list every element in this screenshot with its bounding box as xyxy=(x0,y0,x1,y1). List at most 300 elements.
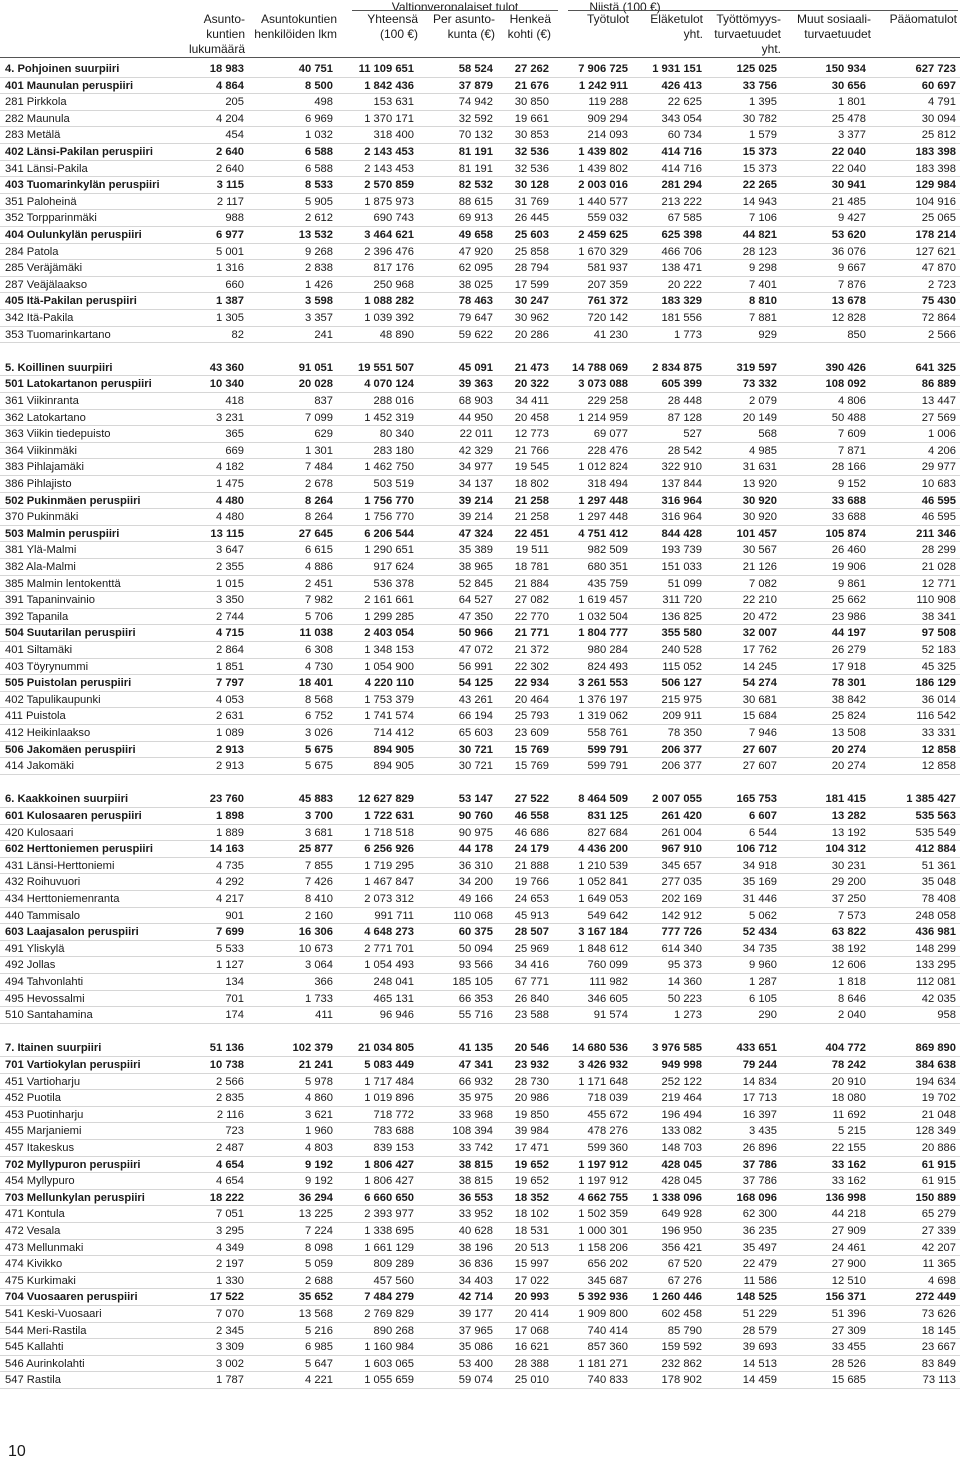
cell-paaomatulot: 133 295 xyxy=(915,959,956,972)
cell-tyotulot: 1 439 802 xyxy=(578,162,628,175)
cell-henkea-kohti: 21 884 xyxy=(514,577,549,590)
cell-yhteensa: 6 256 926 xyxy=(364,843,414,856)
area-name-cell: 472 Vesala xyxy=(5,1225,61,1237)
cell-tyotulot: 1 000 301 xyxy=(578,1225,628,1237)
cell-tyotulot: 1 649 053 xyxy=(578,893,628,905)
table-row xyxy=(0,1372,960,1389)
cell-tyottomyysturvaetuudet: 13 920 xyxy=(742,478,777,490)
cell-yhteensa: 457 560 xyxy=(373,1274,414,1287)
cell-yhteensa: 465 131 xyxy=(373,992,414,1005)
cell-tyottomyysturvaetuudet: 15 684 xyxy=(742,710,777,723)
cell-tyotulot: 4 751 412 xyxy=(578,527,628,540)
cell-paaomatulot: 211 346 xyxy=(916,527,956,540)
cell-asuntokuntien-lukumaara: 4 182 xyxy=(216,461,244,474)
cell-henkiloiden-lkm: 5 978 xyxy=(305,1075,333,1088)
cell-asuntokuntien-lukumaara: 7 051 xyxy=(216,1208,244,1221)
cell-yhteensa: 283 180 xyxy=(373,444,414,457)
cell-tyotulot: 1 297 448 xyxy=(578,494,628,507)
area-name-cell: 432 Roihuvuori xyxy=(5,876,81,889)
table-row xyxy=(0,642,960,659)
cell-yhteensa: 991 711 xyxy=(374,909,414,922)
cell-paaomatulot: 21 048 xyxy=(921,1108,956,1121)
cell-per-asuntokunta: 185 105 xyxy=(452,976,493,988)
cell-yhteensa: 4 648 273 xyxy=(364,926,414,939)
area-name-cell: 5. Koillinen suurpiiri xyxy=(5,361,113,374)
cell-yhteensa: 1 452 319 xyxy=(364,411,414,424)
cell-elaketulot: 20 222 xyxy=(667,278,702,291)
cell-tyottomyysturvaetuudet: 30 782 xyxy=(742,112,777,125)
cell-henkea-kohti: 17 599 xyxy=(514,278,549,291)
cell-henkea-kohti: 30 247 xyxy=(514,295,549,308)
area-name-cell: 451 Vartioharju xyxy=(5,1075,81,1088)
cell-per-asuntokunta: 50 094 xyxy=(458,942,493,955)
cell-asuntokuntien-lukumaara: 4 654 xyxy=(216,1175,244,1188)
cell-asuntokuntien-lukumaara: 134 xyxy=(225,976,244,988)
table-row xyxy=(0,1240,960,1257)
cell-muut-sosiaaliturvaetuudet: 20 274 xyxy=(831,760,866,773)
table-row xyxy=(0,443,960,460)
cell-henkiloiden-lkm: 6 588 xyxy=(305,162,333,175)
cell-asuntokuntien-lukumaara: 2 345 xyxy=(216,1324,244,1337)
cell-tyotulot: 909 294 xyxy=(587,112,628,125)
header-group-niista: Niistä (100 €) xyxy=(589,0,661,14)
cell-elaketulot: 148 703 xyxy=(661,1142,702,1154)
cell-henkea-kohti: 17 471 xyxy=(514,1142,549,1154)
cell-henkea-kohti: 18 352 xyxy=(514,1191,549,1204)
cell-per-asuntokunta: 35 389 xyxy=(458,544,493,557)
cell-tyotulot: 1 848 612 xyxy=(578,942,628,955)
cell-paaomatulot: 61 915 xyxy=(921,1158,956,1171)
cell-asuntokuntien-lukumaara: 5 001 xyxy=(216,245,244,258)
cell-henkiloiden-lkm: 1 426 xyxy=(305,278,333,291)
cell-tyotulot: 827 684 xyxy=(587,826,628,839)
cell-tyotulot: 455 672 xyxy=(587,1108,628,1121)
cell-paaomatulot: 73 626 xyxy=(921,1308,956,1320)
table-row xyxy=(0,310,960,327)
cell-tyottomyysturvaetuudet: 62 300 xyxy=(742,1208,777,1221)
cell-paaomatulot: 36 014 xyxy=(921,693,956,706)
cell-henkea-kohti: 19 850 xyxy=(514,1108,549,1121)
table-row xyxy=(0,526,960,543)
cell-tyottomyysturvaetuudet: 33 756 xyxy=(742,79,777,92)
cell-yhteensa: 12 627 829 xyxy=(358,793,414,806)
cell-tyotulot: 111 982 xyxy=(589,976,628,988)
cell-paaomatulot: 52 183 xyxy=(921,644,956,656)
area-name-cell: 411 Puistola xyxy=(5,710,66,723)
cell-muut-sosiaaliturvaetuudet: 15 685 xyxy=(831,1374,866,1387)
area-name-cell: 546 Aurinkolahti xyxy=(5,1357,85,1370)
cell-yhteensa: 1 842 436 xyxy=(364,79,414,92)
cell-paaomatulot: 11 365 xyxy=(922,1258,956,1271)
cell-muut-sosiaaliturvaetuudet: 9 861 xyxy=(838,577,866,590)
cell-tyottomyysturvaetuudet: 11 586 xyxy=(743,1274,777,1287)
cell-per-asuntokunta: 56 991 xyxy=(458,660,493,673)
cell-per-asuntokunta: 32 592 xyxy=(458,112,493,125)
cell-per-asuntokunta: 108 394 xyxy=(452,1125,493,1138)
cell-henkea-kohti: 19 652 xyxy=(514,1158,549,1171)
cell-henkea-kohti: 23 609 xyxy=(514,727,549,739)
cell-asuntokuntien-lukumaara: 2 913 xyxy=(216,760,244,773)
cell-per-asuntokunta: 39 214 xyxy=(458,494,493,507)
area-name-cell: 402 Länsi-Pakilan peruspiiri xyxy=(5,146,153,158)
area-name-cell: 341 Länsi-Pakila xyxy=(5,162,88,175)
cell-per-asuntokunta: 30 721 xyxy=(458,760,493,773)
cell-muut-sosiaaliturvaetuudet: 7 609 xyxy=(838,428,866,441)
cell-yhteensa: 1 719 295 xyxy=(364,859,414,872)
cell-elaketulot: 209 911 xyxy=(662,710,702,723)
cell-asuntokuntien-lukumaara: 418 xyxy=(225,395,244,407)
cell-elaketulot: 949 998 xyxy=(661,1059,702,1071)
cell-henkea-kohti: 21 766 xyxy=(514,444,549,457)
cell-henkiloiden-lkm: 8 410 xyxy=(305,893,333,905)
area-name-cell: 362 Latokartano xyxy=(5,411,86,424)
cell-tyottomyysturvaetuudet: 106 712 xyxy=(736,843,777,856)
cell-paaomatulot: 47 870 xyxy=(921,262,956,275)
header-per-asuntokunta: Per asunto- kunta (€) xyxy=(432,12,495,41)
cell-tyottomyysturvaetuudet: 125 025 xyxy=(736,63,777,75)
cell-elaketulot: 311 720 xyxy=(662,594,702,607)
cell-henkea-kohti: 18 102 xyxy=(514,1208,549,1221)
table-spacer-row xyxy=(0,775,960,792)
table-row xyxy=(0,675,960,692)
cell-asuntokuntien-lukumaara: 3 295 xyxy=(216,1225,244,1237)
cell-tyottomyysturvaetuudet: 4 985 xyxy=(749,444,777,457)
cell-asuntokuntien-lukumaara: 43 360 xyxy=(209,361,244,374)
area-name-cell: 473 Mellunmaki xyxy=(5,1241,84,1254)
cell-tyottomyysturvaetuudet: 15 373 xyxy=(742,146,777,158)
table-row xyxy=(0,758,960,775)
area-name-cell: 405 Itä-Pakilan peruspiiri xyxy=(5,295,137,308)
cell-asuntokuntien-lukumaara: 18 983 xyxy=(209,63,244,75)
cell-tyottomyysturvaetuudet: 52 434 xyxy=(742,926,777,939)
cell-per-asuntokunta: 47 072 xyxy=(458,644,493,656)
cell-tyottomyysturvaetuudet: 14 513 xyxy=(742,1357,777,1370)
cell-henkiloiden-lkm: 6 985 xyxy=(305,1341,333,1354)
cell-elaketulot: 67 520 xyxy=(667,1258,702,1271)
table-row xyxy=(0,476,960,493)
cell-tyottomyysturvaetuudet: 32 007 xyxy=(742,627,777,640)
cell-asuntokuntien-lukumaara: 4 053 xyxy=(216,693,244,706)
table-row xyxy=(0,177,960,194)
cell-asuntokuntien-lukumaara: 3 647 xyxy=(216,544,244,557)
cell-tyotulot: 1 012 824 xyxy=(578,461,628,474)
cell-elaketulot: 95 373 xyxy=(667,959,702,972)
cell-yhteensa: 6 206 544 xyxy=(364,527,414,540)
cell-paaomatulot: 127 621 xyxy=(915,245,956,258)
table-row xyxy=(0,1339,960,1356)
cell-henkiloiden-lkm: 3 681 xyxy=(305,826,333,839)
cell-elaketulot: 614 340 xyxy=(661,942,702,955)
cell-yhteensa: 11 109 651 xyxy=(358,63,414,75)
cell-muut-sosiaaliturvaetuudet: 26 279 xyxy=(831,644,866,656)
cell-henkiloiden-lkm: 9 192 xyxy=(305,1175,333,1188)
table-row xyxy=(0,891,960,908)
cell-yhteensa: 1 299 285 xyxy=(364,610,414,623)
cell-yhteensa: 2 771 701 xyxy=(364,942,414,955)
cell-per-asuntokunta: 43 261 xyxy=(458,693,493,706)
cell-muut-sosiaaliturvaetuudet: 13 282 xyxy=(831,810,866,822)
area-name-cell: 601 Kulosaaren peruspiiri xyxy=(5,810,142,822)
cell-henkea-kohti: 27 522 xyxy=(514,793,549,806)
cell-elaketulot: 28 542 xyxy=(667,444,702,457)
cell-asuntokuntien-lukumaara: 1 387 xyxy=(216,295,244,308)
cell-per-asuntokunta: 58 524 xyxy=(458,63,493,75)
cell-asuntokuntien-lukumaara: 1 305 xyxy=(216,312,244,324)
cell-henkiloiden-lkm: 3 064 xyxy=(305,959,333,972)
cell-henkiloiden-lkm: 5 059 xyxy=(305,1258,333,1271)
cell-henkea-kohti: 67 771 xyxy=(514,976,549,988)
cell-yhteensa: 318 400 xyxy=(373,129,414,142)
cell-henkea-kohti: 20 546 xyxy=(514,1042,549,1055)
cell-asuntokuntien-lukumaara: 1 330 xyxy=(216,1274,244,1287)
cell-henkea-kohti: 20 464 xyxy=(514,693,549,706)
cell-tyotulot: 1 670 329 xyxy=(578,245,628,258)
cell-per-asuntokunta: 64 527 xyxy=(458,594,493,607)
cell-per-asuntokunta: 36 553 xyxy=(458,1191,493,1204)
cell-per-asuntokunta: 37 965 xyxy=(458,1324,493,1337)
cell-henkea-kohti: 28 730 xyxy=(514,1075,549,1088)
cell-tyottomyysturvaetuudet: 101 457 xyxy=(736,527,777,540)
cell-yhteensa: 19 551 507 xyxy=(358,361,414,374)
cell-muut-sosiaaliturvaetuudet: 29 200 xyxy=(831,876,866,889)
cell-muut-sosiaaliturvaetuudet: 20 910 xyxy=(831,1075,866,1088)
cell-asuntokuntien-lukumaara: 3 115 xyxy=(216,179,244,192)
cell-elaketulot: 3 976 585 xyxy=(652,1042,702,1055)
cell-asuntokuntien-lukumaara: 13 115 xyxy=(210,527,244,540)
cell-elaketulot: 625 398 xyxy=(661,229,702,241)
cell-tyotulot: 599 360 xyxy=(587,1142,628,1154)
cell-elaketulot: 605 399 xyxy=(661,378,702,391)
cell-elaketulot: 87 128 xyxy=(667,411,702,424)
cell-asuntokuntien-lukumaara: 2 913 xyxy=(216,743,244,756)
table-row xyxy=(0,426,960,443)
cell-paaomatulot: 33 331 xyxy=(921,727,956,739)
cell-asuntokuntien-lukumaara: 3 309 xyxy=(216,1341,244,1354)
cell-elaketulot: 240 528 xyxy=(661,644,702,656)
cell-tyottomyysturvaetuudet: 7 106 xyxy=(749,212,777,225)
cell-henkiloiden-lkm: 5 706 xyxy=(305,610,333,623)
cell-tyotulot: 1 440 577 xyxy=(578,195,628,208)
cell-tyotulot: 346 605 xyxy=(587,992,628,1005)
cell-elaketulot: 345 657 xyxy=(661,859,702,872)
table-row xyxy=(0,592,960,609)
header-group-rule-niista xyxy=(568,10,958,11)
table-row xyxy=(0,94,960,111)
cell-per-asuntokunta: 53 147 xyxy=(458,793,493,806)
table-row xyxy=(0,127,960,144)
cell-paaomatulot: 148 299 xyxy=(915,942,956,955)
cell-per-asuntokunta: 59 074 xyxy=(458,1374,493,1387)
cell-tyottomyysturvaetuudet: 37 786 xyxy=(742,1158,777,1171)
cell-tyottomyysturvaetuudet: 319 597 xyxy=(736,361,777,374)
cell-henkiloiden-lkm: 7 982 xyxy=(305,594,333,607)
table-row xyxy=(0,1107,960,1124)
cell-henkiloiden-lkm: 13 532 xyxy=(298,229,333,241)
cell-per-asuntokunta: 35 975 xyxy=(458,1092,493,1105)
cell-tyotulot: 3 167 184 xyxy=(578,926,628,939)
cell-henkea-kohti: 19 652 xyxy=(514,1175,549,1188)
cell-henkea-kohti: 20 322 xyxy=(514,378,549,391)
cell-paaomatulot: 42 035 xyxy=(921,992,956,1005)
table-header xyxy=(0,0,960,60)
cell-tyotulot: 1 804 777 xyxy=(578,627,628,640)
area-name-cell: 541 Keski-Vuosaari xyxy=(5,1308,102,1320)
cell-henkiloiden-lkm: 3 621 xyxy=(305,1108,333,1121)
table-row xyxy=(0,78,960,95)
cell-muut-sosiaaliturvaetuudet: 7 573 xyxy=(838,909,866,922)
cell-muut-sosiaaliturvaetuudet: 25 824 xyxy=(831,710,866,723)
cell-muut-sosiaaliturvaetuudet: 50 488 xyxy=(831,411,866,424)
cell-tyottomyysturvaetuudet: 6 607 xyxy=(749,810,777,822)
table-row xyxy=(0,360,960,377)
cell-yhteensa: 5 083 449 xyxy=(364,1059,414,1071)
area-name-cell: 381 Ylä-Malmi xyxy=(5,544,77,557)
cell-yhteensa: 718 772 xyxy=(373,1108,414,1121)
cell-henkea-kohti: 15 769 xyxy=(514,760,549,773)
cell-paaomatulot: 436 981 xyxy=(915,926,956,939)
cell-muut-sosiaaliturvaetuudet: 108 092 xyxy=(825,378,866,391)
area-name-cell: 7. Itainen suurpiiri xyxy=(5,1042,102,1055)
header-yhteensa: Yhteensä (100 €) xyxy=(367,12,418,41)
cell-yhteensa: 2 161 661 xyxy=(364,594,414,607)
cell-paaomatulot: 83 849 xyxy=(921,1357,956,1370)
cell-per-asuntokunta: 34 137 xyxy=(458,478,493,490)
cell-yhteensa: 1 054 900 xyxy=(364,660,414,673)
cell-paaomatulot: 2 723 xyxy=(928,278,956,291)
cell-henkiloiden-lkm: 1 032 xyxy=(305,129,333,142)
cell-paaomatulot: 129 984 xyxy=(915,179,956,192)
area-name-cell: 386 Pihlajisto xyxy=(5,478,72,490)
cell-tyotulot: 119 288 xyxy=(588,96,628,109)
table-row xyxy=(0,908,960,925)
area-name-cell: 603 Laajasalon peruspiiri xyxy=(5,926,139,939)
cell-paaomatulot: 183 398 xyxy=(915,162,956,175)
header-muut-sosiaaliturvaetuudet: Muut sosiaali- turvaetuudet xyxy=(796,12,871,41)
cell-tyotulot: 1 319 062 xyxy=(578,710,628,723)
cell-tyotulot: 3 426 932 xyxy=(578,1059,628,1071)
cell-asuntokuntien-lukumaara: 2 355 xyxy=(216,561,244,573)
cell-paaomatulot: 10 683 xyxy=(921,478,956,490)
cell-henkiloiden-lkm: 40 751 xyxy=(298,63,333,75)
cell-elaketulot: 316 964 xyxy=(661,511,702,524)
area-name-cell: 364 Viikinmäki xyxy=(5,444,77,457)
cell-henkea-kohti: 20 986 xyxy=(514,1092,549,1105)
cell-henkea-kohti: 25 858 xyxy=(514,245,549,258)
cell-elaketulot: 232 862 xyxy=(661,1357,702,1370)
cell-tyotulot: 14 788 069 xyxy=(572,361,628,374)
area-name-cell: 440 Tammisalo xyxy=(5,909,81,922)
cell-elaketulot: 967 910 xyxy=(661,843,702,856)
cell-tyotulot: 3 261 553 xyxy=(578,677,628,690)
cell-tyottomyysturvaetuudet: 37 786 xyxy=(742,1175,777,1188)
cell-yhteensa: 1 753 379 xyxy=(364,693,414,706)
cell-tyottomyysturvaetuudet: 17 762 xyxy=(742,644,777,656)
cell-per-asuntokunta: 41 135 xyxy=(458,1042,493,1055)
area-name-cell: 383 Pihlajamäki xyxy=(5,461,84,474)
cell-henkiloiden-lkm: 6 752 xyxy=(305,710,333,723)
table-row xyxy=(0,808,960,825)
cell-muut-sosiaaliturvaetuudet: 150 934 xyxy=(825,63,866,75)
area-name-cell: 412 Heikinlaakso xyxy=(5,727,91,739)
table-spacer-row xyxy=(0,343,960,360)
cell-yhteensa: 2 570 859 xyxy=(364,179,414,192)
cell-henkea-kohti: 21 258 xyxy=(514,511,549,524)
cell-tyottomyysturvaetuudet: 929 xyxy=(758,328,777,341)
cell-paaomatulot: 2 566 xyxy=(928,328,956,341)
table-row xyxy=(0,1206,960,1223)
cell-per-asuntokunta: 55 716 xyxy=(458,1009,493,1022)
cell-tyottomyysturvaetuudet: 568 xyxy=(758,428,777,441)
cell-tyottomyysturvaetuudet: 51 229 xyxy=(742,1308,777,1320)
cell-yhteensa: 817 176 xyxy=(373,262,414,275)
cell-paaomatulot: 42 207 xyxy=(921,1241,956,1254)
cell-henkiloiden-lkm: 13 225 xyxy=(298,1208,333,1221)
area-name-cell: 401 Maunulan peruspiiri xyxy=(5,79,134,92)
cell-paaomatulot: 51 361 xyxy=(921,859,956,872)
area-name-cell: 282 Maunula xyxy=(5,112,70,125)
area-name-cell: 281 Pirkkola xyxy=(5,96,67,109)
cell-elaketulot: 206 377 xyxy=(661,743,702,756)
cell-per-asuntokunta: 45 091 xyxy=(458,361,493,374)
cell-muut-sosiaaliturvaetuudet: 25 478 xyxy=(831,112,866,125)
cell-yhteensa: 288 016 xyxy=(373,395,414,407)
cell-tyotulot: 214 093 xyxy=(587,129,628,142)
cell-tyottomyysturvaetuudet: 14 834 xyxy=(742,1075,777,1088)
cell-paaomatulot: 73 113 xyxy=(922,1374,956,1387)
cell-tyotulot: 760 099 xyxy=(587,959,628,972)
cell-tyottomyysturvaetuudet: 9 298 xyxy=(749,262,777,275)
cell-muut-sosiaaliturvaetuudet: 27 309 xyxy=(831,1324,866,1337)
cell-henkea-kohti: 30 850 xyxy=(514,96,549,109)
cell-yhteensa: 248 041 xyxy=(373,976,414,988)
cell-per-asuntokunta: 88 615 xyxy=(458,195,493,208)
cell-tyotulot: 435 759 xyxy=(587,577,628,590)
cell-muut-sosiaaliturvaetuudet: 28 166 xyxy=(831,461,866,474)
table-row xyxy=(0,825,960,842)
cell-paaomatulot: 128 349 xyxy=(915,1125,956,1138)
cell-asuntokuntien-lukumaara: 205 xyxy=(225,96,244,109)
area-name-cell: 363 Viikin tiedepuisto xyxy=(5,428,111,441)
cell-muut-sosiaaliturvaetuudet: 51 396 xyxy=(831,1308,866,1320)
cell-henkea-kohti: 17 022 xyxy=(514,1274,549,1287)
cell-elaketulot: 215 975 xyxy=(661,693,702,706)
cell-yhteensa: 1 055 659 xyxy=(364,1374,414,1387)
cell-per-asuntokunta: 37 879 xyxy=(458,79,493,92)
cell-asuntokuntien-lukumaara: 669 xyxy=(225,444,244,457)
header-henkiloiden-lkm: Asuntokuntien henkilöiden lkm xyxy=(254,12,337,41)
cell-tyottomyysturvaetuudet: 22 210 xyxy=(742,594,777,607)
cell-muut-sosiaaliturvaetuudet: 27 909 xyxy=(831,1225,866,1237)
table-row xyxy=(0,1273,960,1290)
cell-henkiloiden-lkm: 5 675 xyxy=(305,743,333,756)
cell-henkea-kohti: 18 802 xyxy=(514,478,549,490)
area-name-cell: 475 Kurkimaki xyxy=(5,1274,76,1287)
cell-per-asuntokunta: 36 310 xyxy=(458,859,493,872)
cell-per-asuntokunta: 70 132 xyxy=(458,129,493,142)
cell-yhteensa: 1 756 770 xyxy=(364,511,414,524)
cell-tyottomyysturvaetuudet: 3 435 xyxy=(749,1125,777,1138)
cell-asuntokuntien-lukumaara: 1 475 xyxy=(216,478,244,490)
cell-tyottomyysturvaetuudet: 168 096 xyxy=(736,1191,777,1204)
cell-tyotulot: 318 494 xyxy=(587,478,628,490)
table-row xyxy=(0,227,960,244)
area-name-cell: 285 Veräjämäki xyxy=(5,262,83,275)
cell-asuntokuntien-lukumaara: 2 835 xyxy=(216,1092,244,1105)
table-row xyxy=(0,1190,960,1207)
table-row xyxy=(0,858,960,875)
cell-muut-sosiaaliturvaetuudet: 20 274 xyxy=(831,743,866,756)
area-name-cell: 6. Kaakkoinen suurpiiri xyxy=(5,793,129,806)
